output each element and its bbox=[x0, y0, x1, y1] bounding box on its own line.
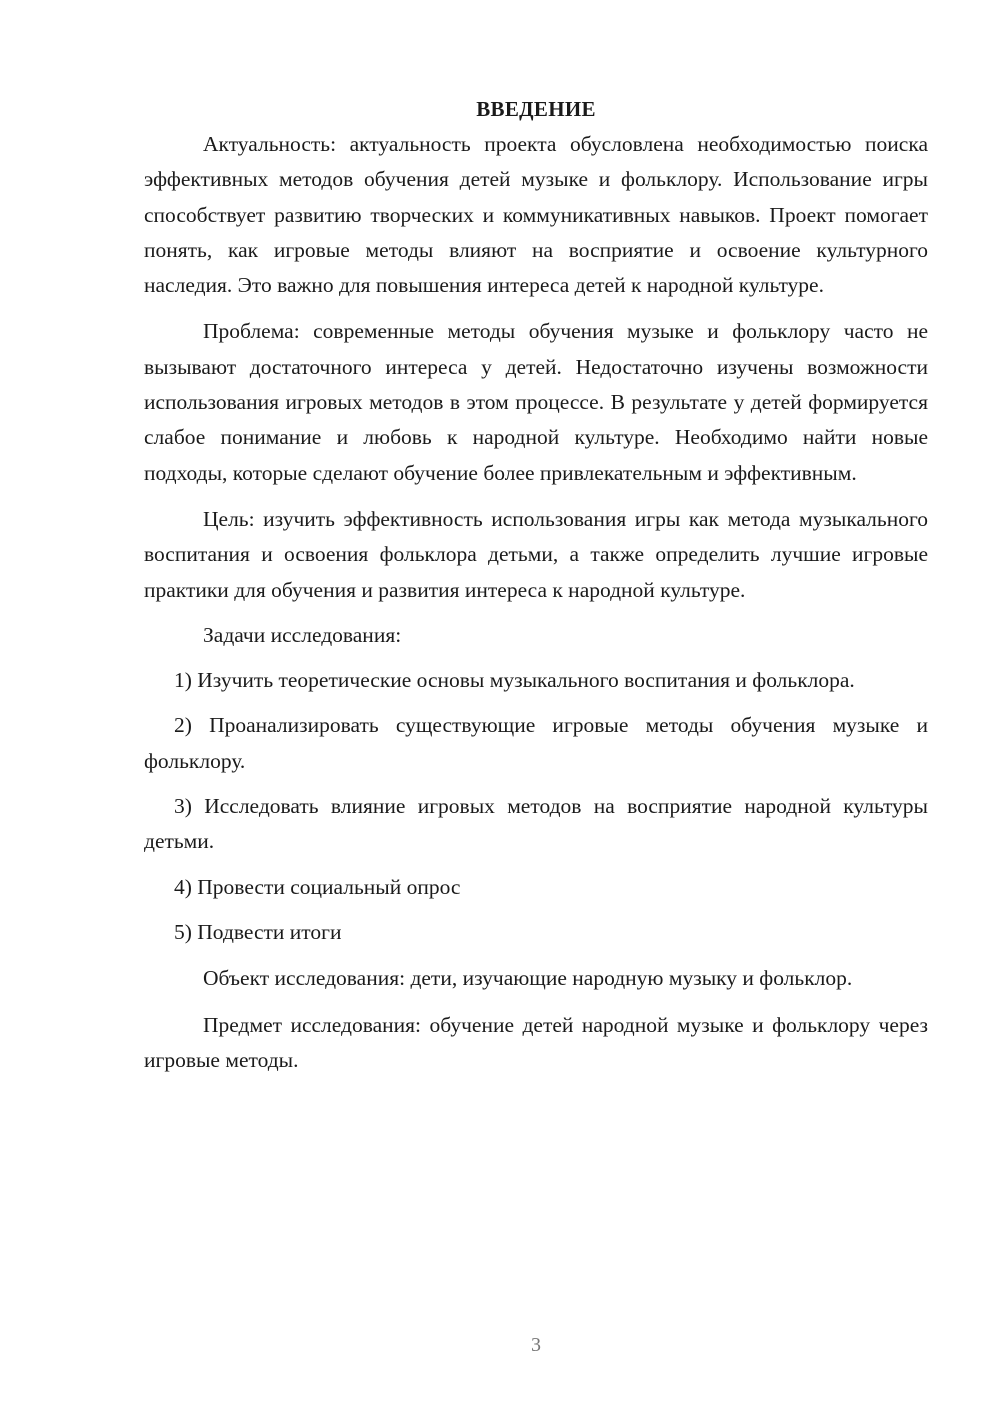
page-number: 3 bbox=[531, 1334, 541, 1356]
paragraph-goal: Цель: изучить эффективность использования игры как метода музыкального воспитания и освоения фольклора детьми, а также определить лучшие игровые практики для обучения и развития интереса к народной культуре. bbox=[144, 506, 928, 602]
tasks-list bbox=[144, 663, 928, 950]
tasks-heading: Задачи исследования: bbox=[203, 622, 402, 647]
paragraph-subject: Предмет исследования: обучение детей народной музыке и фольклору через игровые методы. bbox=[144, 1012, 928, 1072]
task-item-2: 2) Проанализировать существующие игровые методы обучения музыке и фольклору. bbox=[144, 713, 928, 773]
paragraph-object: Объект исследования: дети, изучающие народную музыку и фольклор. bbox=[203, 966, 853, 991]
task-item-3: 3) Исследовать влияние игровых методов на восприятие народной культуры детьми. bbox=[144, 794, 928, 854]
task-item-4: 4) Провести социальный опрос bbox=[174, 874, 461, 899]
page-content bbox=[144, 92, 928, 1078]
paragraph-relevance: Актуальность: актуальность проекта обусловлена необходимостью поиска эффективных методов обучения детей музыке и фольклору. Использование игры способствует развитию творческих и коммуникативных навыков. Проект помогает понять, как игровые методы влияют на восприятие и освоение культурного наследия. Это важно для повышения интереса детей к народной культуре. bbox=[144, 132, 928, 298]
page-title: ВВЕДЕНИЕ bbox=[476, 97, 596, 121]
task-item-5: 5) Подвести итоги bbox=[174, 919, 342, 944]
paragraph-problem: Проблема: современные методы обучения музыке и фольклору часто не вызывают достаточного интереса у детей. Недостаточно изучены возможности использования игровых методов в этом процессе. В результате у детей формируется слабое понимание и любовь к народной культуре. Необходимо найти новые подходы, которые сделают обучение более привлекательным и эффективным. bbox=[144, 319, 928, 485]
task-item-1: 1) Изучить теоретические основы музыкального воспитания и фольклора. bbox=[174, 668, 855, 693]
